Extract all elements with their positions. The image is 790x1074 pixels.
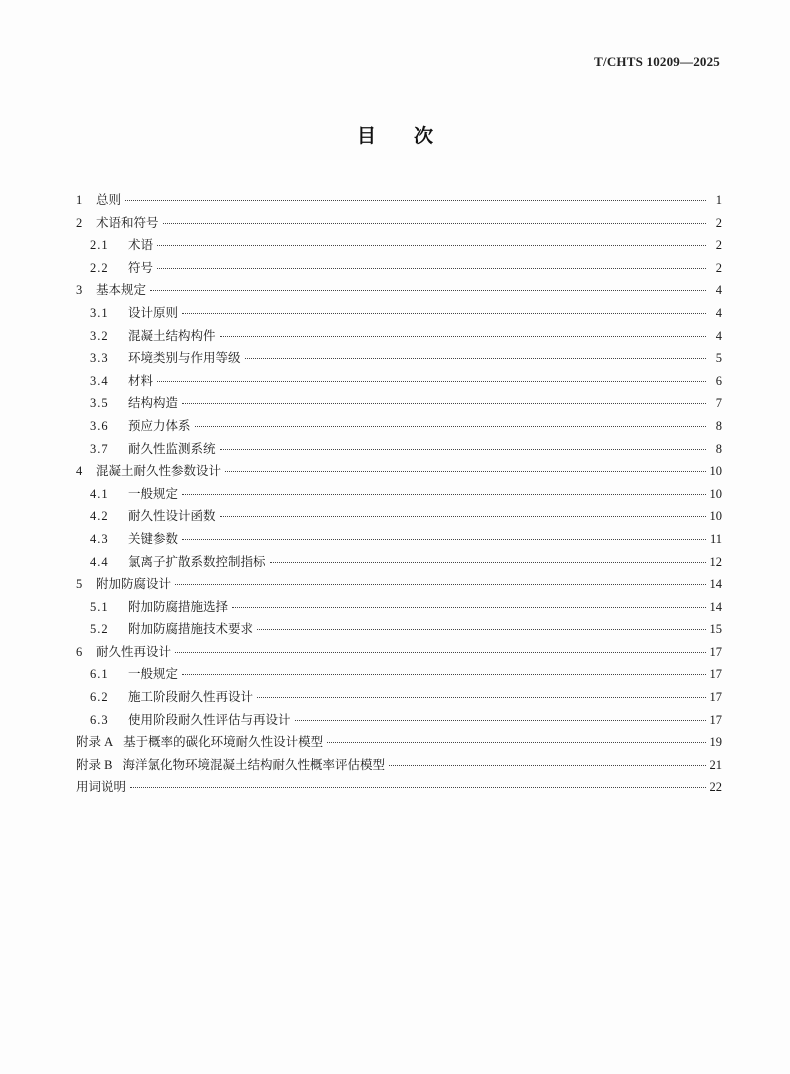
toc-entry-title: 材料 — [128, 372, 154, 388]
toc-dot-leader — [232, 607, 705, 608]
toc-entry-title: 基于概率的碳化环境耐久性设计模型 — [123, 734, 324, 750]
toc-entry[interactable] — [76, 709, 722, 732]
toc-dot-leader — [125, 200, 706, 201]
toc-entry-page: 4 — [715, 328, 722, 343]
toc-entry-page: 17 — [709, 667, 722, 682]
toc-entry[interactable] — [76, 212, 722, 235]
toc-entry-title: 氯离子扩散系数控制指标 — [128, 553, 266, 569]
toc-entry[interactable] — [76, 257, 722, 280]
toc-entry[interactable] — [76, 618, 722, 641]
toc-entry-page: 10 — [709, 509, 722, 524]
toc-entry[interactable] — [76, 279, 722, 302]
toc-entry[interactable] — [76, 754, 722, 777]
toc-entry-title: 符号 — [128, 259, 154, 275]
toc-entry-number: 3 — [76, 283, 83, 298]
toc-entry[interactable] — [76, 528, 722, 551]
toc-dot-leader — [130, 787, 705, 788]
toc-dot-leader — [157, 245, 706, 246]
toc-entry-title: 施工阶段耐久性再设计 — [128, 689, 254, 705]
toc-dot-leader — [220, 336, 706, 337]
toc-entry-number: 4.2 — [90, 509, 109, 524]
toc-entry[interactable] — [76, 573, 722, 596]
toc-entry-number: 4 — [76, 464, 83, 479]
toc-dot-leader — [257, 629, 705, 630]
toc-entry[interactable] — [76, 731, 722, 754]
toc-entry-number: 4.4 — [90, 554, 109, 569]
toc-dot-leader — [182, 403, 706, 404]
toc-entry[interactable] — [76, 325, 722, 348]
toc-dot-leader — [270, 562, 706, 563]
toc-dot-leader — [157, 268, 706, 269]
toc-entry-title: 混凝土耐久性参数设计 — [96, 463, 222, 479]
toc-entry-number: 2 — [76, 215, 83, 230]
toc-entry-title: 术语 — [128, 237, 154, 253]
toc-entry[interactable] — [76, 663, 722, 686]
toc-entry-title: 耐久性再设计 — [96, 643, 172, 659]
toc-entry-number: 6.1 — [90, 667, 109, 682]
toc-entry-number: 3.1 — [90, 305, 109, 320]
toc-entry-title: 关键参数 — [128, 530, 179, 546]
toc-entry[interactable] — [76, 776, 722, 799]
toc-entry[interactable] — [76, 686, 722, 709]
toc-entry-title: 结构构造 — [128, 395, 179, 411]
toc-dot-leader — [389, 765, 706, 766]
toc-dot-leader — [225, 471, 705, 472]
toc-dot-leader — [182, 674, 705, 675]
toc-entry-page: 2 — [715, 260, 722, 275]
toc-entry-page: 19 — [709, 735, 722, 750]
toc-entry-page: 14 — [709, 577, 722, 592]
toc-entry-title: 附加防腐设计 — [96, 576, 172, 592]
toc-entry-title: 耐久性设计函数 — [128, 508, 216, 524]
toc-entry-page: 15 — [709, 622, 722, 637]
toc-entry-number: 3.7 — [90, 441, 109, 456]
toc-dot-leader — [175, 584, 705, 585]
toc-entry-number: 3.6 — [90, 418, 109, 433]
toc-entry[interactable] — [76, 460, 722, 483]
toc-dot-leader — [295, 720, 706, 721]
toc-entry-number: 3.3 — [90, 351, 109, 366]
toc-entry[interactable] — [76, 370, 722, 393]
toc-entry-title: 用词说明 — [76, 779, 127, 795]
toc-dot-leader — [182, 539, 706, 540]
toc-entry-number: 3.2 — [90, 328, 109, 343]
toc-entry[interactable] — [76, 438, 722, 461]
toc-entry[interactable] — [76, 505, 722, 528]
toc-entry-number: 4.3 — [90, 531, 109, 546]
toc-entry-number: 附录 B — [76, 757, 113, 772]
toc-entry-number: 5.1 — [90, 599, 109, 614]
table-of-contents — [76, 189, 722, 799]
toc-entry-number: 4.1 — [90, 486, 109, 501]
toc-entry-title: 预应力体系 — [128, 417, 191, 433]
toc-entry-title: 使用阶段耐久性评估与再设计 — [128, 711, 291, 727]
toc-dot-leader — [195, 426, 706, 427]
toc-entry-page: 7 — [715, 396, 722, 411]
toc-dot-leader — [150, 290, 706, 291]
toc-dot-leader — [175, 652, 705, 653]
toc-entry-page: 14 — [709, 599, 722, 614]
toc-entry-title: 环境类别与作用等级 — [128, 350, 241, 366]
toc-entry-page: 5 — [715, 351, 722, 366]
toc-entry-number: 3.4 — [90, 373, 109, 388]
toc-entry-number: 6.2 — [90, 690, 109, 705]
toc-entry-number: 5.2 — [90, 622, 109, 637]
toc-dot-leader — [257, 697, 705, 698]
toc-entry-page: 10 — [709, 486, 722, 501]
toc-entry-title: 耐久性监测系统 — [128, 440, 216, 456]
toc-entry-page: 8 — [715, 441, 722, 456]
toc-entry-page: 17 — [709, 712, 722, 727]
toc-entry-page: 4 — [715, 283, 722, 298]
toc-entry-page: 17 — [709, 644, 722, 659]
toc-entry-title: 基本规定 — [96, 282, 147, 298]
toc-dot-leader — [163, 223, 706, 224]
toc-entry-title: 海洋氯化物环境混凝土结构耐久性概率评估模型 — [122, 756, 385, 772]
toc-dot-leader — [245, 358, 706, 359]
toc-entry[interactable] — [76, 189, 722, 212]
toc-entry[interactable] — [76, 483, 722, 506]
toc-entry-title: 附加防腐措施选择 — [128, 598, 229, 614]
toc-entry-number: 2.2 — [90, 260, 109, 275]
toc-entry-title: 一般规定 — [128, 666, 179, 682]
toc-entry-title: 术语和符号 — [96, 214, 159, 230]
toc-dot-leader — [220, 516, 706, 517]
toc-entry-page: 2 — [715, 215, 722, 230]
toc-entry[interactable] — [76, 392, 722, 415]
toc-entry-number: 附录 A — [76, 735, 114, 750]
page-title: 目次 — [356, 125, 471, 147]
toc-entry-page: 2 — [715, 238, 722, 253]
toc-entry-title: 一般规定 — [128, 485, 179, 501]
toc-dot-leader — [327, 742, 705, 743]
toc-entry-number: 6 — [76, 644, 83, 659]
toc-entry-number: 5 — [76, 577, 83, 592]
toc-entry-title: 混凝土结构构件 — [128, 327, 216, 343]
toc-entry[interactable] — [76, 234, 722, 257]
standard-code: T/CHTS 10209—2025 — [594, 54, 720, 69]
toc-dot-leader — [157, 381, 706, 382]
toc-entry-number: 2.1 — [90, 238, 109, 253]
toc-dot-leader — [182, 313, 706, 314]
toc-entry-page: 4 — [715, 305, 722, 320]
toc-entry-title: 设计原则 — [128, 304, 179, 320]
toc-entry-page: 12 — [709, 554, 722, 569]
toc-entry-number: 3.5 — [90, 396, 109, 411]
toc-entry-number: 6.3 — [90, 712, 109, 727]
toc-entry-page: 21 — [709, 757, 722, 772]
toc-entry-page: 17 — [709, 690, 722, 705]
toc-entry-number: 1 — [76, 193, 83, 207]
toc-entry-page: 1 — [715, 193, 722, 207]
toc-entry-title: 附加防腐措施技术要求 — [128, 621, 254, 637]
toc-entry-page: 6 — [715, 373, 722, 388]
toc-entry-page: 11 — [709, 531, 722, 546]
toc-entry[interactable] — [76, 415, 722, 438]
toc-entry-title: 总则 — [96, 192, 122, 207]
toc-entry-page: 8 — [715, 418, 722, 433]
toc-entry[interactable] — [76, 551, 722, 574]
toc-entry[interactable] — [76, 347, 722, 370]
toc-entry[interactable] — [76, 302, 722, 325]
toc-dot-leader — [182, 494, 705, 495]
toc-entry[interactable] — [76, 641, 722, 664]
toc-entry-page: 22 — [709, 780, 722, 795]
toc-entry-page: 10 — [709, 464, 722, 479]
toc-dot-leader — [220, 449, 706, 450]
toc-entry[interactable] — [76, 596, 722, 619]
